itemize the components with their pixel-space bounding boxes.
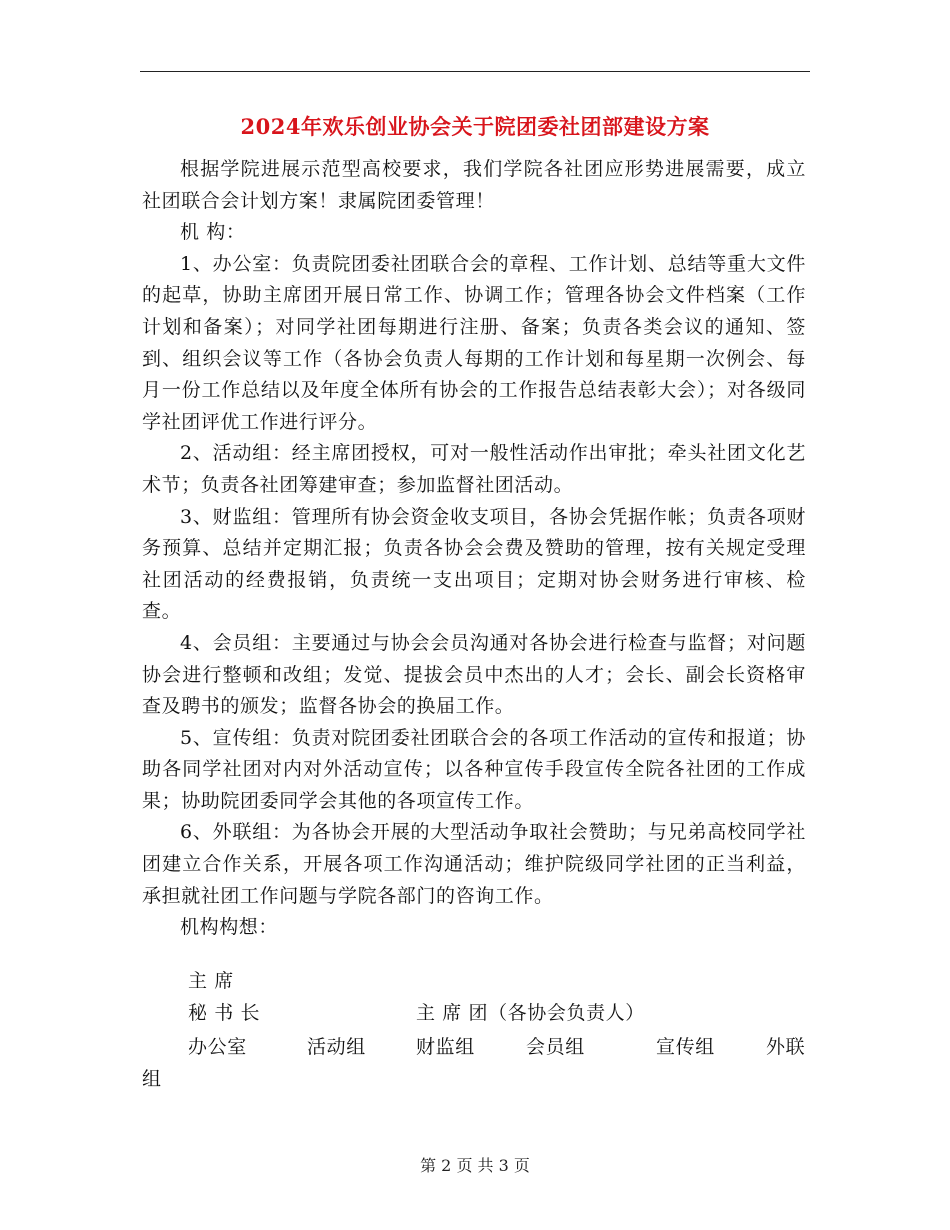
document-body [142,154,806,944]
org-dept-publicity: 宣传组 [656,1036,715,1058]
page-number: 第 2 页 共 3 页 [420,1156,530,1175]
org-dept-finance: 财监组 [416,1036,475,1058]
section-heading-concept: 机构构想： [180,916,279,939]
paragraph-publicity-group: 5、宣传组：负责对院团委社团联合会的各项工作活动的宣传和报道；协助各同学社团对内对外活动宣传；以各种宣传手段宣传全院各社团的工作成果；协助院团委同学会其他的各项宣传工作。 [142,726,806,812]
org-dept-liaison-wrap: 组 [142,1068,162,1090]
header-rule [140,71,810,72]
org-secretary-general: 秘 书 长 [188,1002,261,1024]
org-dept-office: 办公室 [188,1036,247,1058]
paragraph-liaison-group: 6、外联组：为各协会开展的大型活动争取社会赞助；与兄弟高校同学社团建立合作关系，开展各项工作沟通活动；维护院级同学社团的正当利益，承担就社团工作问题与学院各部门的咨询工作。 [142,821,806,907]
org-presidium: 主 席 团（各协会负责人） [416,1002,645,1024]
org-dept-liaison: 外联 [766,1036,806,1058]
section-heading-structure: 机 构： [180,221,246,244]
document-title: 2024年欢乐创业协会关于院团委社团部建设方案 [240,114,710,139]
org-dept-activity: 活动组 [307,1036,366,1058]
paragraph-finance-group: 3、财监组：管理所有协会资金收支项目，各协会凭据作帐；负责各项财务预算、总结并定期汇报；负责各协会会费及赞助的管理，按有关规定受理社团活动的经费报销，负责统一支出项目；定期对协会财务进行审核、检查。 [142,505,806,623]
org-dept-member: 会员组 [526,1036,585,1058]
paragraph-activity-group: 2、活动组：经主席团授权，可对一般性活动作出审批；牵头社团文化艺术节；负责各社团筹建审查；参加监督社团活动。 [142,442,806,496]
paragraph-office: 1、办公室：负责院团委社团联合会的章程、工作计划、总结等重大文件的起草，协助主席团开展日常工作、协调工作；管理各协会文件档案（工作计划和备案）；对同学社团每期进行注册、备案；负责各类会议的通知、签到、组织会议等工作（各协会负责人每期的工作计划和每星期一次例会、每月一份工作总结以及年度全体所有协会的工作报告总结表彰大会）；对各级同学社团评优工作进行评分。 [142,252,806,433]
intro-paragraph: 根据学院进展示范型高校要求，我们学院各社团应形势进展需要，成立社团联合会计划方案！隶属院团委管理！ [142,158,806,212]
org-chairman: 主 席 [188,970,234,992]
paragraph-member-group: 4、会员组：主要通过与协会会员沟通对各协会进行检查与监督；对问题协会进行整顿和改组；发觉、提拔会员中杰出的人才；会长、副会长资格审查及聘书的颁发；监督各协会的换届工作。 [142,631,806,718]
